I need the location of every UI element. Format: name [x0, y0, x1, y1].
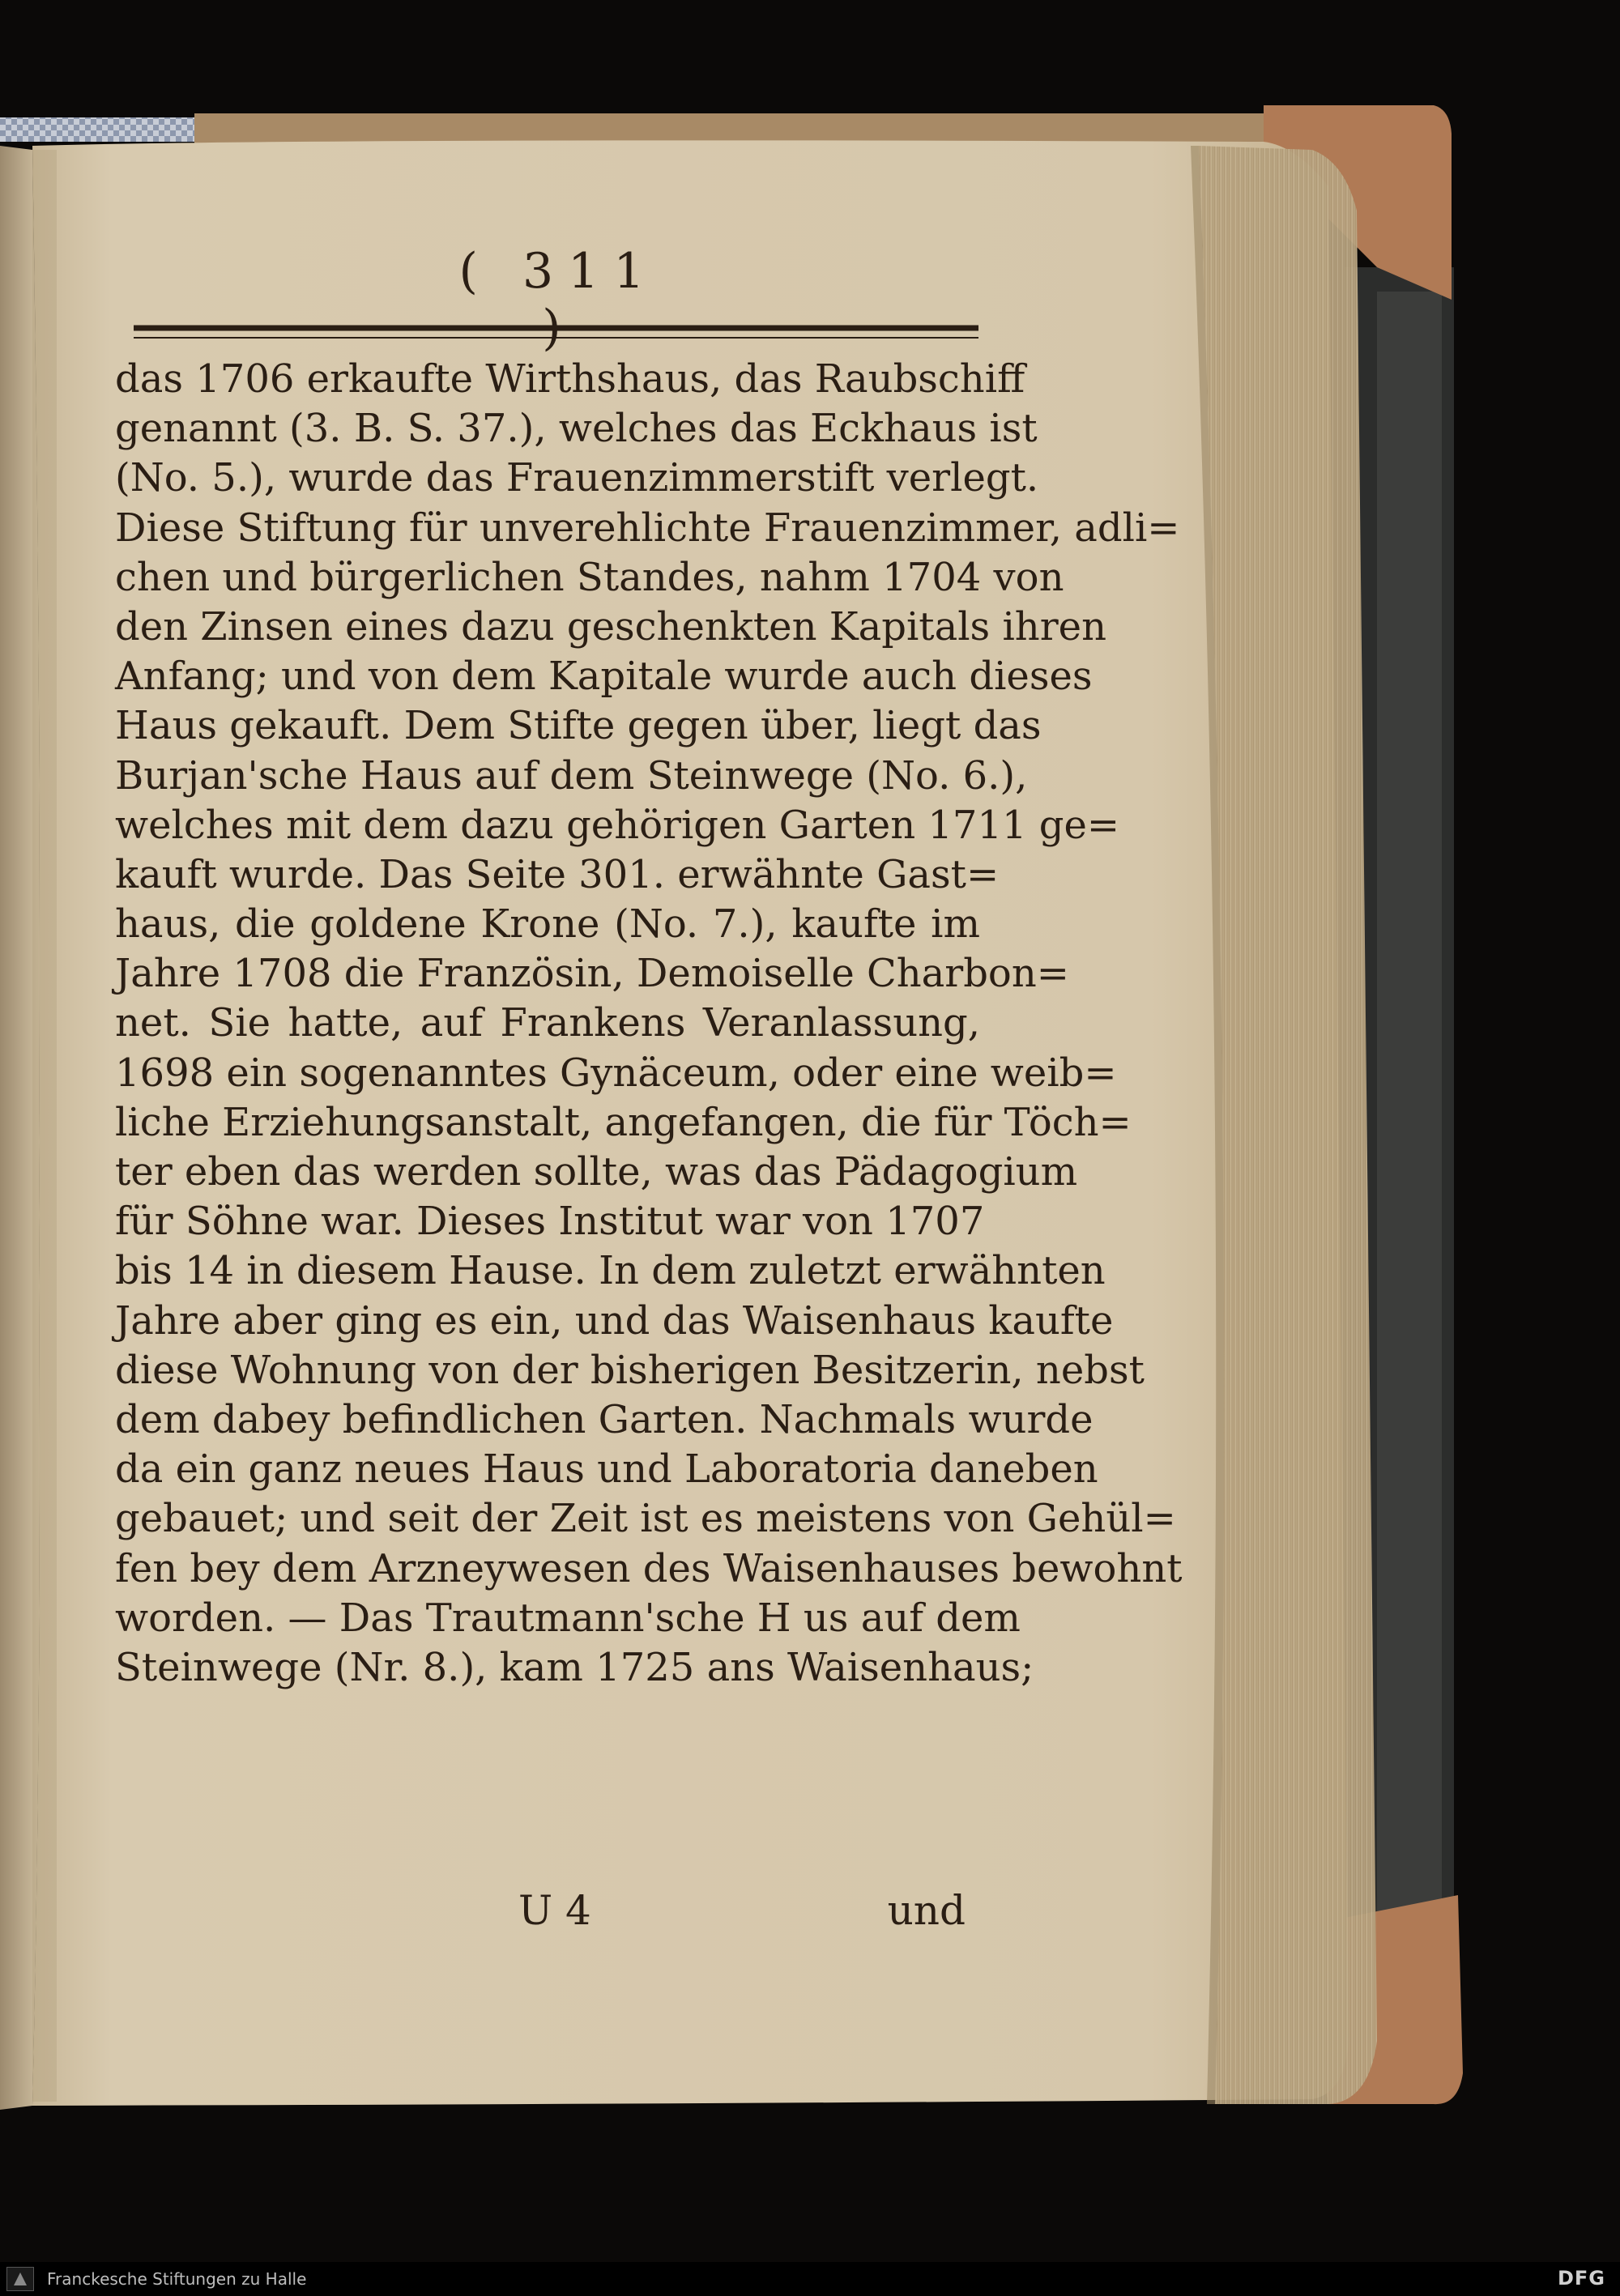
catchword: und: [887, 1887, 966, 1934]
text-line: net. Sie hatte, auf Frankens Veranlassung,: [115, 1000, 980, 1046]
text-line: worden. — Das Trautmann'sche H us auf dem: [115, 1595, 1021, 1641]
text-line: Haus gekauft. Dem Stifte gegen über, liegt das: [115, 703, 1042, 749]
page-number: ( 311 ): [458, 243, 659, 356]
text-line: das 1706 erkaufte Wirthshaus, das Raubschiff: [115, 356, 1025, 402]
text-line: Burjan'sche Haus auf dem Steinwege (No. 6.),: [115, 752, 1028, 799]
text-line: den Zinsen eines dazu geschenkten Kapitals ihren: [115, 603, 1106, 650]
page-text-block: [115, 355, 1183, 1693]
text-line: chen und bürgerlichen Standes, nahm 1704 von: [115, 554, 1064, 600]
text-line: Jahre aber ging es ein, und das Waisenhaus kaufte: [115, 1297, 1114, 1344]
text-line: (No. 5.), wurde das Frauenzimmerstift verlegt.: [115, 455, 1039, 501]
text-line: Jahre 1708 die Französin, Demoiselle Charbon=: [115, 951, 1069, 997]
institution-logo-icon: [6, 2267, 34, 2291]
text-line: 1698 ein sogenanntes Gynäceum, oder eine weib=: [115, 1050, 1117, 1096]
text-line: genannt (3. B. S. 37.), welches das Eckhaus ist: [115, 406, 1038, 452]
text-line: Anfang; und von dem Kapitale wurde auch dieses: [115, 654, 1093, 700]
text-line: ter eben das werden sollte, was das Pädagogium: [115, 1149, 1078, 1195]
page-edges: [1199, 146, 1377, 2104]
text-line: für Söhne war. Dieses Institut war von 1707: [115, 1199, 985, 1245]
text-line: fen bey dem Arzneywesen des Waisenhauses bewohnt: [115, 1545, 1183, 1591]
text-line: haus, die goldene Krone (No. 7.), kaufte im: [115, 901, 980, 948]
text-line: dem dabey befindlichen Garten. Nachmals wurde: [115, 1396, 1094, 1442]
headband: [0, 117, 211, 142]
footer-bar: [0, 2262, 1620, 2296]
text-line: kauft wurde. Das Seite 301. erwähnte Gast=: [115, 851, 1000, 897]
text-line: diese Wohnung von der bisherigen Besitzerin, nebst: [115, 1347, 1145, 1393]
text-line: bis 14 in diesem Hause. In dem zuletzt erwähnten: [115, 1248, 1106, 1294]
gutter-shadow: [32, 150, 57, 2102]
text-line: liche Erziehungsanstalt, angefangen, die für Töch=: [115, 1099, 1132, 1145]
footer-institution: Franckesche Stiftungen zu Halle: [47, 2269, 307, 2289]
cover-cloth: [1377, 292, 1442, 1960]
signature-mark: U 4: [518, 1887, 591, 1934]
text-line: gebauet; und seit der Zeit ist es meistens von Gehül=: [115, 1496, 1176, 1542]
text-line: welches mit dem dazu gehörigen Garten 1711 ge=: [115, 802, 1120, 848]
dfg-logo: DFG: [1557, 2267, 1605, 2290]
text-line: Steinwege (Nr. 8.), kam 1725 ans Waisenhaus;: [115, 1644, 1034, 1690]
text-line: Diese Stiftung für unverehlichte Frauenzimmer, adli=: [115, 505, 1180, 551]
text-line: da ein ganz neues Haus und Laboratoria daneben: [115, 1446, 1098, 1493]
